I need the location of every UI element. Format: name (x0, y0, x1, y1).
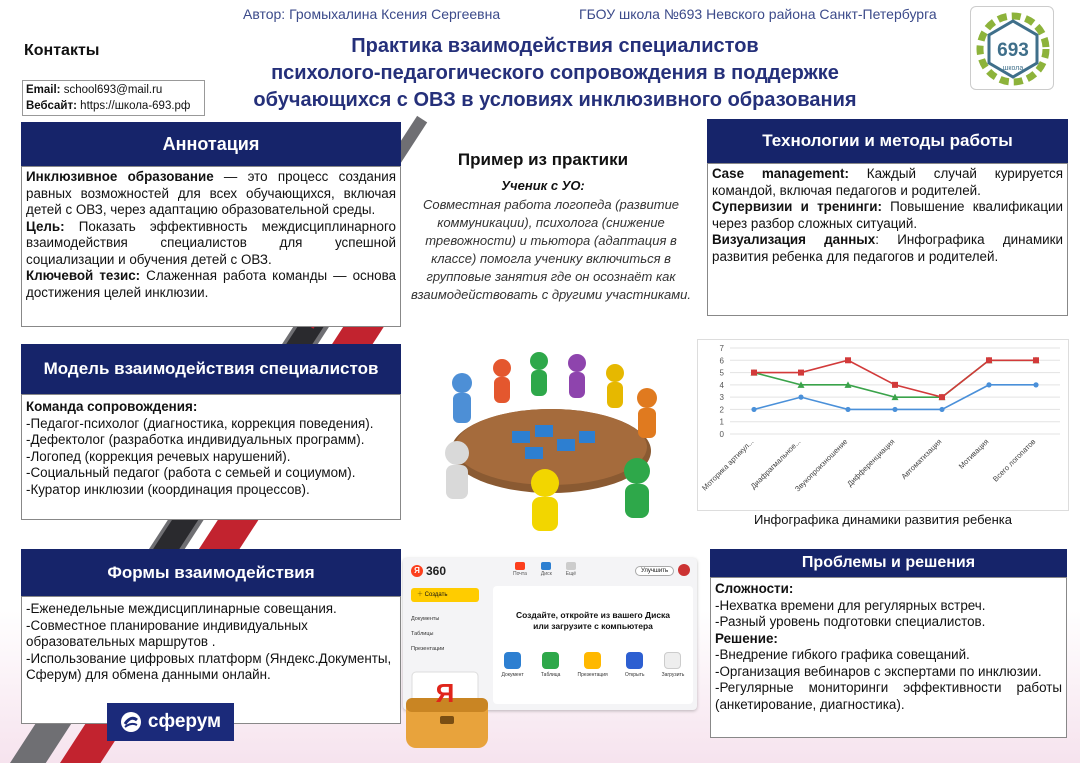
y-tick-label-7: 7 (719, 344, 724, 353)
model-item-4: -Социальный педагог (работа с семьей и социумом). (26, 465, 356, 480)
tech-p1-label: Case management: (712, 166, 849, 181)
tile-presentation[interactable] (578, 652, 608, 678)
side-item-slides[interactable]: Презентации (411, 646, 445, 652)
problems-header: Проблемы и решения (710, 549, 1067, 577)
title-line-1: Практика взаимодействия специалистов (351, 35, 759, 57)
upload-icon (664, 652, 681, 669)
school-logo (970, 6, 1054, 90)
nav-more-label: Ещё (565, 571, 576, 577)
nav-mail[interactable] (513, 562, 527, 577)
email-label: Email: (26, 84, 61, 96)
create-headline: Создайте, откройте из вашего Диска или загрузите с компьютера (515, 610, 671, 631)
point-blue-1 (798, 395, 803, 400)
brand-360 (411, 564, 446, 578)
y-tick-label-5: 5 (719, 368, 724, 378)
model-item-5: -Куратор инклюзии (координация процессов). (26, 481, 310, 497)
y-tick-label-6: 6 (719, 356, 724, 366)
point-blue-4 (939, 407, 944, 412)
problems-body (710, 577, 1067, 738)
point-blue-6 (1033, 382, 1038, 387)
problem-item-1: -Нехватка времени для регулярных встреч. (715, 597, 986, 613)
side-item-sheets[interactable]: Таблицы (411, 631, 434, 637)
teamwork-illustration (417, 343, 685, 535)
x-tick-label-5: Мотивация (956, 437, 991, 471)
create-button[interactable]: ＋ Создать (411, 588, 479, 602)
x-tick-label-3: Дифференциация (845, 437, 897, 489)
tech-p3-label: Визуализация данных (712, 232, 876, 247)
problem-item-2: -Разный уровень подготовки специалистов. (715, 614, 986, 629)
school-text: ГБОУ школа №693 Невского района Санкт-Петербурга (579, 6, 937, 22)
puzzle-table-image (417, 343, 685, 535)
y-tick-label-3: 3 (719, 393, 724, 403)
point-red-6 (1033, 357, 1039, 363)
mail-icon (515, 562, 525, 570)
example-text: Совместная работа логопеда (развитие коммуникации), психолога (снижение тревожности) и тьютора (адаптация в классе) помогла ученику включиться в групповые занятия где он осознаёт как взаимодействовать с другими участниками. (411, 197, 691, 302)
model-item-3: -Логопед (коррекция речевых нарушений). (26, 448, 291, 464)
tile-table-label: Таблица (540, 672, 561, 678)
point-red-1 (798, 370, 804, 376)
tile-document[interactable] (502, 652, 524, 678)
example-subtitle: Ученик с УО: (501, 178, 585, 193)
solution-item-1: -Внедрение гибкого графика совещаний. (715, 647, 970, 662)
tech-header: Технологии и методы работы (707, 119, 1068, 163)
y-tick-label-0: 0 (719, 430, 724, 439)
model-item-1: -Педагог-психолог (диагностика, коррекция поведения). (26, 415, 374, 431)
sferum-label: сферум (147, 711, 222, 732)
series-line-red (754, 360, 1036, 397)
problems-h1: Сложности: (715, 581, 794, 596)
yandex-icon: Я (411, 565, 423, 577)
brand-label: 360 (426, 564, 447, 578)
point-blue-0 (751, 407, 756, 412)
tile-upload-label: Загрузить (661, 672, 685, 678)
nav-more[interactable] (566, 562, 576, 577)
point-blue-3 (892, 407, 897, 412)
tile-presentation-label: Презентация (577, 672, 608, 678)
tech-p1: Каждый случай курируется командой, включая педагогов и родителей. (712, 166, 1063, 198)
create-label: Создать (424, 592, 448, 598)
email-link[interactable]: school693@mail.ru (63, 84, 163, 96)
solution-item-3: -Регулярные мониторинги эффективности работы (анкетирование, диагностика). (715, 680, 1062, 712)
tile-table[interactable] (541, 652, 561, 678)
x-tick-label-0: Моторика артикул... (700, 437, 756, 493)
forms-header: Формы взаимодействия (21, 549, 401, 596)
x-tick-label-4: Автоматизация (899, 437, 944, 482)
contacts-box (22, 80, 205, 116)
solution-item-2: -Организация вебинаров с экспертами по инклюзии. (715, 663, 1042, 679)
point-red-2 (845, 357, 851, 363)
logo-caption: школа (1002, 65, 1024, 72)
tile-document-label: Документ (501, 672, 524, 678)
model-item-2: -Дефектолог (разработка индивидуальных программ). (26, 432, 365, 447)
sferum-logo (107, 703, 234, 741)
development-chart (697, 339, 1069, 511)
avatar[interactable] (678, 564, 690, 576)
point-blue-5 (986, 382, 991, 387)
top-nav (513, 562, 576, 577)
title-line-2: психолого-педагогического сопровождения в поддержке (271, 62, 839, 84)
page-title (205, 33, 905, 114)
site-link[interactable]: https://школа-693.рф (80, 100, 191, 112)
author-text: Автор: Громыхалина Ксения Сергеевна (243, 6, 501, 22)
point-red-0 (751, 370, 757, 376)
side-list (411, 612, 444, 657)
title-line-3: обучающихся с ОВЗ в условиях инклюзивного образования (253, 89, 857, 111)
tech-p2: Повышение квалификации через разбор сложных ситуаций. (712, 199, 1063, 231)
site-label: Вебсайт: (26, 100, 77, 112)
nav-mail-label: Почта (513, 571, 527, 577)
create-panel (493, 586, 693, 704)
example-title: Пример из практики (457, 150, 629, 169)
annotation-thesis-label: Ключевой тезис: (26, 268, 141, 283)
x-tick-label-1: Диафрагмальное... (748, 437, 803, 491)
tile-open-label: Открыть (624, 672, 645, 678)
create-tiles (493, 652, 693, 678)
model-heading: Команда сопровождения: (26, 399, 198, 414)
annotation-p1: — это процесс создания равных возможностей для всех обучающихся, включая детей с ОВЗ, через адаптацию образовательной среды. (26, 169, 396, 217)
tile-open[interactable] (625, 652, 645, 678)
y-tick-label-1: 1 (719, 417, 724, 427)
annotation-term: Инклюзивное образование (26, 169, 214, 184)
logo-number: 693 (997, 40, 1029, 61)
disk-icon (541, 562, 551, 570)
folder-app-icon (404, 668, 490, 750)
upgrade-button[interactable]: Улучшить (635, 566, 674, 576)
annotation-p2: Показать эффективность междисциплинарного взаимодействия специалистов для успешной социализации и обучения детей с ОВЗ. (26, 218, 396, 267)
tech-p2-label: Супервизии и тренинги: (712, 199, 882, 214)
sferum-icon (120, 711, 142, 733)
table-icon (542, 652, 559, 669)
yandex-docs-app-icon (404, 668, 490, 750)
gear-logo-icon (971, 7, 1055, 91)
nav-disk-label: Диск (540, 571, 552, 577)
forms-item-3: -Использование цифровых платформ (Яндекс.Документы, Сферум) для обмена данными онлайн. (26, 650, 392, 682)
forms-item-2: -Совместное планирование индивидуальных образовательных маршрутов . (26, 617, 308, 649)
y-tick-label-4: 4 (719, 380, 724, 390)
model-header: Модель взаимодействия специалистов (21, 344, 401, 394)
app-letter: Я (435, 678, 455, 708)
forms-item-1: -Еженедельные междисциплинарные совещания. (26, 601, 337, 616)
presentation-icon (584, 652, 601, 669)
tile-upload[interactable] (662, 652, 685, 678)
side-item-docs[interactable]: Документы (411, 616, 440, 622)
point-red-5 (986, 357, 992, 363)
annotation-goal-label: Цель: (26, 218, 65, 234)
point-red-4 (939, 394, 945, 400)
open-icon (626, 652, 643, 669)
chart-caption: Инфографика динамики развития ребенка (754, 512, 1012, 527)
y-tick-label-2: 2 (719, 405, 724, 415)
more-icon (566, 562, 576, 570)
annotation-p3: Слаженная работа команды — основа достижения целей инклюзии. (26, 268, 396, 300)
series-line-green (754, 360, 1036, 397)
annotation-body (21, 166, 401, 327)
nav-disk[interactable] (541, 562, 552, 577)
x-tick-label-2: Звукопроизношение (793, 437, 850, 494)
tech-p3: : Инфографика динамики развития ребенка для педагогов и родителей. (712, 232, 1063, 264)
model-body (21, 394, 401, 520)
contacts-title: Контакты (24, 42, 100, 59)
point-blue-2 (845, 407, 850, 412)
document-icon (504, 652, 521, 669)
problems-h2: Решение: (715, 630, 778, 646)
chart-svg (698, 340, 1070, 512)
x-tick-label-6: Всего логопатов (990, 437, 1038, 484)
tech-body (707, 163, 1068, 316)
point-red-3 (892, 382, 898, 388)
annotation-header: Аннотация (21, 122, 401, 166)
